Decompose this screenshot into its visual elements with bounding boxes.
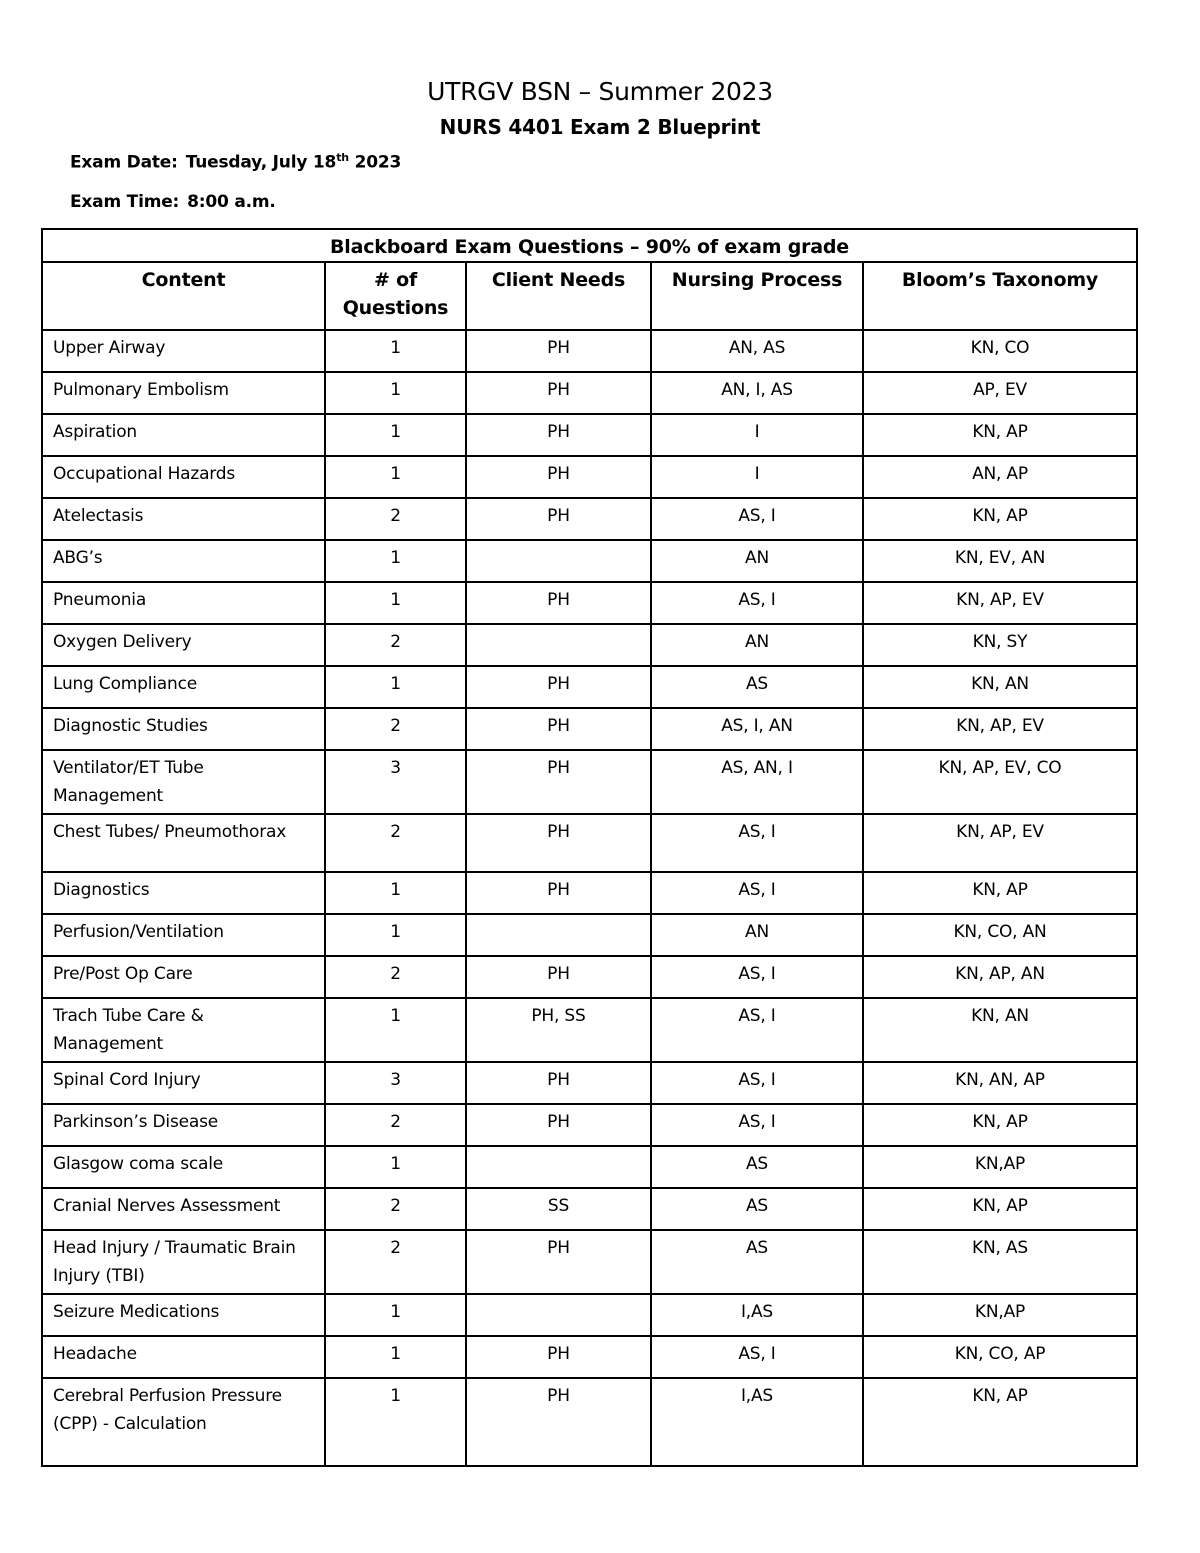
table-row [42,914,1137,956]
cell-content: Parkinson’s Disease [42,1104,325,1146]
cell-nursing-process: AS [651,1146,863,1188]
cell-nursing-process: AS, AN, I [651,750,863,814]
cell-blooms-taxonomy: KN, AP [863,414,1137,456]
cell-questions: 1 [325,1146,466,1188]
table-banner: Blackboard Exam Questions – 90% of exam grade [42,229,1137,262]
cell-blooms-taxonomy: KN, AP [863,872,1137,914]
cell-nursing-process: AS, I [651,498,863,540]
exam-time-label: Exam Time: [70,192,180,212]
table-row [42,1336,1137,1378]
document-subtitle: NURS 4401 Exam 2 Blueprint [439,115,761,139]
cell-client-needs [466,1146,651,1188]
cell-client-needs: PH [466,1378,651,1466]
cell-client-needs: PH [466,498,651,540]
cell-content: Pre/Post Op Care [42,956,325,998]
cell-blooms-taxonomy: KN, CO [863,330,1137,372]
cell-blooms-taxonomy: KN, AP, AN [863,956,1137,998]
table-row [42,456,1137,498]
cell-content: Occupational Hazards [42,456,325,498]
cell-questions: 3 [325,750,466,814]
cell-client-needs [466,914,651,956]
exam-date-label: Exam Date: [70,152,178,173]
cell-questions: 1 [325,1336,466,1378]
cell-questions: 2 [325,1104,466,1146]
cell-content: Perfusion/Ventilation [42,914,325,956]
cell-content: Upper Airway [42,330,325,372]
table-row [42,1230,1137,1294]
exam-date-ordinal: th [336,151,349,164]
cell-content: Aspiration [42,414,325,456]
table-row [42,750,1137,814]
cell-client-needs: PH [466,1336,651,1378]
table-row [42,872,1137,914]
cell-nursing-process: I [651,414,863,456]
cell-blooms-taxonomy: KN, AP [863,1188,1137,1230]
cell-questions: 2 [325,956,466,998]
cell-questions: 1 [325,540,466,582]
cell-client-needs: PH [466,372,651,414]
cell-questions: 2 [325,1230,466,1294]
table-row [42,998,1137,1062]
cell-client-needs: PH [466,666,651,708]
cell-client-needs: PH [466,708,651,750]
cell-client-needs [466,1294,651,1336]
cell-questions: 1 [325,914,466,956]
cell-blooms-taxonomy: KN, AP [863,1104,1137,1146]
cell-blooms-taxonomy: KN, SY [863,624,1137,666]
table-row [42,708,1137,750]
cell-questions: 2 [325,814,466,872]
cell-blooms-taxonomy: AP, EV [863,372,1137,414]
cell-client-needs: PH [466,1104,651,1146]
blueprint-table [41,228,1138,1467]
cell-client-needs: PH, SS [466,998,651,1062]
cell-client-needs: PH [466,956,651,998]
cell-blooms-taxonomy: KN, AP, EV [863,708,1137,750]
cell-blooms-taxonomy: AN, AP [863,456,1137,498]
cell-client-needs [466,540,651,582]
cell-nursing-process: AN [651,540,863,582]
cell-content: Glasgow coma scale [42,1146,325,1188]
cell-content: Cerebral Perfusion Pressure (CPP) - Calculation [42,1378,325,1466]
cell-client-needs: PH [466,456,651,498]
cell-content: Pneumonia [42,582,325,624]
cell-client-needs: PH [466,1062,651,1104]
cell-blooms-taxonomy: KN,AP [863,1146,1137,1188]
cell-blooms-taxonomy: KN, AS [863,1230,1137,1294]
cell-client-needs: PH [466,582,651,624]
cell-questions: 2 [325,708,466,750]
cell-content: Ventilator/ET Tube Management [42,750,325,814]
exam-date-year: 2023 [348,152,402,173]
table-row [42,540,1137,582]
cell-nursing-process: AN, I, AS [651,372,863,414]
cell-blooms-taxonomy: KN, AP [863,498,1137,540]
cell-content: Cranial Nerves Assessment [42,1188,325,1230]
column-header-questions-line1: # of [373,269,418,291]
cell-client-needs: SS [466,1188,651,1230]
cell-client-needs: PH [466,414,651,456]
cell-questions: 1 [325,372,466,414]
cell-nursing-process: I,AS [651,1378,863,1466]
cell-nursing-process: AS, I [651,814,863,872]
cell-blooms-taxonomy: KN, AP, EV, CO [863,750,1137,814]
table-row [42,956,1137,998]
cell-content: Spinal Cord Injury [42,1062,325,1104]
cell-questions: 1 [325,666,466,708]
cell-nursing-process: AS, I [651,872,863,914]
cell-questions: 1 [325,456,466,498]
table-row [42,1062,1137,1104]
cell-content: Diagnostics [42,872,325,914]
cell-nursing-process: AS, I [651,1336,863,1378]
cell-nursing-process: AS, I [651,1104,863,1146]
cell-blooms-taxonomy: KN, CO, AN [863,914,1137,956]
cell-nursing-process: I [651,456,863,498]
cell-nursing-process: AS [651,1188,863,1230]
cell-questions: 1 [325,582,466,624]
cell-content: ABG’s [42,540,325,582]
cell-nursing-process: AS [651,666,863,708]
cell-content: Chest Tubes/ Pneumothorax [42,814,325,872]
cell-questions: 2 [325,1188,466,1230]
cell-content: Atelectasis [42,498,325,540]
cell-blooms-taxonomy: KN, EV, AN [863,540,1137,582]
cell-questions: 1 [325,1294,466,1336]
cell-nursing-process: AS, I [651,956,863,998]
table-row [42,1146,1137,1188]
cell-client-needs: PH [466,872,651,914]
cell-blooms-taxonomy: KN, CO, AP [863,1336,1137,1378]
table-header-row [42,262,1137,330]
exam-time-value: 8:00 a.m. [187,192,276,212]
column-header-blooms-taxonomy: Bloom’s Taxonomy [863,262,1137,330]
table-row [42,666,1137,708]
table-row [42,1378,1137,1466]
cell-blooms-taxonomy: KN,AP [863,1294,1137,1336]
cell-client-needs: PH [466,814,651,872]
cell-content: Seizure Medications [42,1294,325,1336]
cell-nursing-process: AN [651,914,863,956]
table-row [42,330,1137,372]
table-row [42,372,1137,414]
cell-content: Diagnostic Studies [42,708,325,750]
table-row [42,498,1137,540]
cell-questions: 2 [325,624,466,666]
table-row [42,624,1137,666]
document-title: UTRGV BSN – Summer 2023 [427,77,773,106]
column-header-client-needs: Client Needs [466,262,651,330]
cell-content: Trach Tube Care & Management [42,998,325,1062]
cell-blooms-taxonomy: KN, AP, EV [863,814,1137,872]
exam-date-line [70,146,401,175]
table-row [42,814,1137,872]
table-body [42,330,1137,1466]
column-header-questions [325,262,466,330]
cell-nursing-process: AS [651,1230,863,1294]
table-row [42,1104,1137,1146]
cell-nursing-process: AN [651,624,863,666]
cell-blooms-taxonomy: KN, AN, AP [863,1062,1137,1104]
cell-nursing-process: I,AS [651,1294,863,1336]
cell-questions: 1 [325,998,466,1062]
cell-client-needs [466,624,651,666]
cell-content: Pulmonary Embolism [42,372,325,414]
table-row [42,1188,1137,1230]
cell-nursing-process: AS, I [651,582,863,624]
cell-content: Head Injury / Traumatic Brain Injury (TBI) [42,1230,325,1294]
table-row [42,582,1137,624]
cell-questions: 3 [325,1062,466,1104]
cell-nursing-process: AS, I [651,998,863,1062]
cell-blooms-taxonomy: KN, AN [863,998,1137,1062]
cell-questions: 1 [325,330,466,372]
table-row [42,1294,1137,1336]
cell-nursing-process: AN, AS [651,330,863,372]
exam-date-value: Tuesday, July 18 [185,152,337,173]
cell-blooms-taxonomy: KN, AN [863,666,1137,708]
cell-nursing-process: AS, I, AN [651,708,863,750]
cell-content: Lung Compliance [42,666,325,708]
cell-content: Headache [42,1336,325,1378]
cell-client-needs: PH [466,750,651,814]
cell-blooms-taxonomy: KN, AP [863,1378,1137,1466]
column-header-nursing-process: Nursing Process [651,262,863,330]
cell-questions: 1 [325,414,466,456]
cell-nursing-process: AS, I [651,1062,863,1104]
cell-questions: 1 [325,872,466,914]
cell-questions: 2 [325,498,466,540]
column-header-questions-line2: Questions [342,297,449,319]
cell-questions: 1 [325,1378,466,1466]
column-header-content: Content [42,262,325,330]
cell-content: Oxygen Delivery [42,624,325,666]
cell-client-needs: PH [466,330,651,372]
cell-client-needs: PH [466,1230,651,1294]
exam-time-line [70,190,276,214]
cell-blooms-taxonomy: KN, AP, EV [863,582,1137,624]
table-row [42,414,1137,456]
